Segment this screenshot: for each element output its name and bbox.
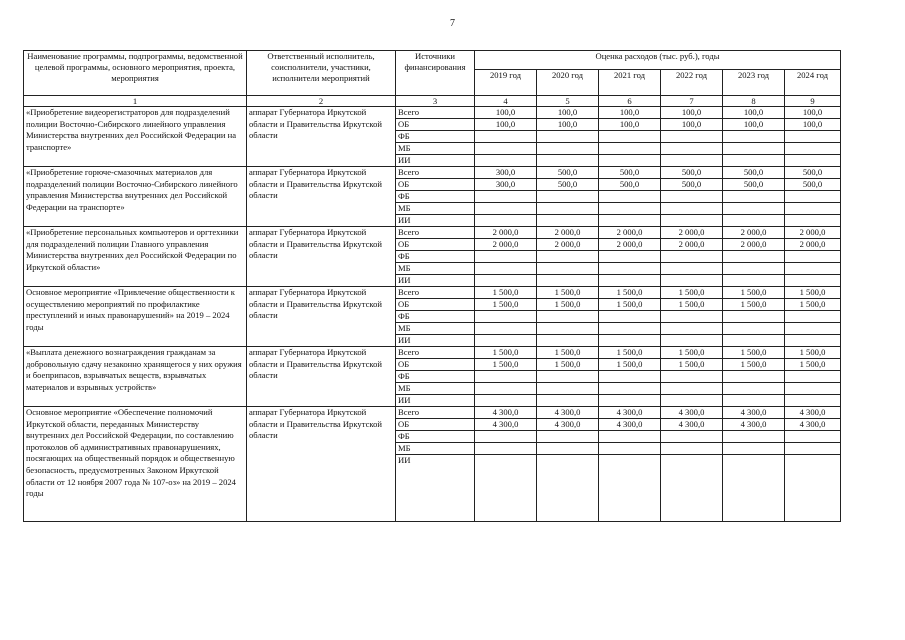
expense-value: 500,0 (599, 179, 661, 191)
expense-value (599, 275, 661, 287)
expense-value (785, 455, 841, 522)
expense-value (475, 335, 537, 347)
expense-value (599, 131, 661, 143)
header-expenses-column: Оценка расходов (тыс. руб.), годы (475, 51, 841, 70)
expense-value (723, 155, 785, 167)
header-year: 2022 год (661, 70, 723, 96)
expense-value (723, 311, 785, 323)
responsible-executor: аппарат Губернатора Иркутской области и Правительства Иркутской области (247, 167, 396, 227)
expense-value: 500,0 (537, 179, 599, 191)
expense-value (661, 455, 723, 522)
expense-value (475, 131, 537, 143)
column-number: 2 (247, 96, 396, 107)
expense-value: 100,0 (599, 107, 661, 119)
expense-value (661, 395, 723, 407)
expense-value (723, 371, 785, 383)
expense-value (661, 131, 723, 143)
header-executor-column: Ответственный исполнитель, соисполнители, участники, исполнители мероприятий (247, 51, 396, 96)
expense-value (599, 155, 661, 167)
expense-value (599, 443, 661, 455)
expense-value: 1 500,0 (537, 299, 599, 311)
expense-value (785, 431, 841, 443)
expense-value (537, 143, 599, 155)
expense-value: 1 500,0 (785, 359, 841, 371)
expense-value (537, 275, 599, 287)
expense-value (599, 263, 661, 275)
funding-source: ФБ (396, 131, 475, 143)
funding-source: ОБ (396, 299, 475, 311)
funding-source: ИИ (396, 455, 475, 522)
funding-source: ФБ (396, 311, 475, 323)
expense-value (661, 275, 723, 287)
funding-source: Всего (396, 167, 475, 179)
expense-value: 4 300,0 (785, 407, 841, 419)
header-year: 2019 год (475, 70, 537, 96)
expense-value (599, 215, 661, 227)
measure-name: Основное мероприятие «Обеспечение полномочий Иркутской области, переданных Министерству внутренних дел Российской Федерации, по составлению протоколов об административных правонарушениях, посягающих на общественный порядок и общественную безопасность, предусмотренных Законом Иркутской области от 12 ноября 2007 года № 107-оз» на 2019 – 2024 годы (24, 407, 247, 522)
expense-value: 4 300,0 (785, 419, 841, 431)
expense-value: 100,0 (785, 107, 841, 119)
header-sources-column: Источники финансирования (396, 51, 475, 96)
expense-value: 1 500,0 (723, 359, 785, 371)
expense-value: 1 500,0 (475, 299, 537, 311)
funding-source: МБ (396, 443, 475, 455)
expense-value: 2 000,0 (599, 239, 661, 251)
expense-value: 100,0 (475, 119, 537, 131)
expense-value (723, 203, 785, 215)
page-number: 7 (450, 18, 455, 29)
expense-value: 4 300,0 (599, 407, 661, 419)
expense-value: 1 500,0 (723, 347, 785, 359)
expense-value (785, 443, 841, 455)
expense-value (599, 431, 661, 443)
expense-value (661, 323, 723, 335)
column-number: 7 (661, 96, 723, 107)
expense-value (661, 383, 723, 395)
expense-value (599, 143, 661, 155)
expense-value (785, 215, 841, 227)
expense-value: 1 500,0 (537, 359, 599, 371)
expense-value (661, 251, 723, 263)
expense-value (723, 251, 785, 263)
funding-source: Всего (396, 347, 475, 359)
header-year: 2024 год (785, 70, 841, 96)
expense-value (785, 371, 841, 383)
expense-value (661, 155, 723, 167)
expense-value (537, 215, 599, 227)
responsible-executor: аппарат Губернатора Иркутской области и Правительства Иркутской области (247, 287, 396, 347)
funding-source: ФБ (396, 371, 475, 383)
table-row (24, 227, 841, 239)
expense-value (537, 131, 599, 143)
responsible-executor: аппарат Губернатора Иркутской области и Правительства Иркутской области (247, 347, 396, 407)
expense-value (723, 443, 785, 455)
budget-table (23, 50, 841, 522)
expense-value: 500,0 (785, 167, 841, 179)
funding-source: МБ (396, 383, 475, 395)
funding-source: ОБ (396, 359, 475, 371)
table-row (24, 347, 841, 359)
expense-value: 500,0 (599, 167, 661, 179)
expense-value (537, 263, 599, 275)
expense-value: 1 500,0 (537, 347, 599, 359)
expense-value (475, 431, 537, 443)
funding-source: ФБ (396, 191, 475, 203)
expense-value: 2 000,0 (661, 239, 723, 251)
expense-value: 100,0 (723, 107, 785, 119)
expense-value: 2 000,0 (537, 227, 599, 239)
expense-value: 500,0 (661, 179, 723, 191)
expense-value: 100,0 (537, 119, 599, 131)
expense-value: 1 500,0 (599, 359, 661, 371)
expense-value (723, 335, 785, 347)
expense-value: 500,0 (785, 179, 841, 191)
funding-source: ОБ (396, 179, 475, 191)
expense-value: 1 500,0 (475, 287, 537, 299)
responsible-executor: аппарат Губернатора Иркутской области и Правительства Иркутской области (247, 407, 396, 522)
table-row (24, 107, 841, 119)
expense-value: 100,0 (723, 119, 785, 131)
header-row-top (24, 51, 841, 70)
expense-value: 1 500,0 (475, 359, 537, 371)
expense-value (475, 143, 537, 155)
expense-value: 100,0 (599, 119, 661, 131)
header-year: 2023 год (723, 70, 785, 96)
expense-value (785, 275, 841, 287)
expense-value (785, 263, 841, 275)
expense-value: 100,0 (785, 119, 841, 131)
expense-value: 500,0 (723, 167, 785, 179)
expense-value (537, 395, 599, 407)
expense-value: 1 500,0 (661, 359, 723, 371)
expense-value: 500,0 (723, 179, 785, 191)
expense-value (475, 155, 537, 167)
column-number: 9 (785, 96, 841, 107)
expense-value: 500,0 (537, 167, 599, 179)
expense-value (785, 335, 841, 347)
expense-value: 4 300,0 (661, 419, 723, 431)
expense-value (599, 383, 661, 395)
expense-value (537, 311, 599, 323)
expense-value (599, 455, 661, 522)
responsible-executor: аппарат Губернатора Иркутской области и Правительства Иркутской области (247, 107, 396, 167)
expense-value: 2 000,0 (537, 239, 599, 251)
expense-value: 4 300,0 (537, 419, 599, 431)
expense-value (537, 323, 599, 335)
funding-source: ОБ (396, 239, 475, 251)
expense-value (475, 395, 537, 407)
expense-value: 4 300,0 (723, 407, 785, 419)
expense-value: 300,0 (475, 167, 537, 179)
expense-value (723, 395, 785, 407)
expense-value (475, 383, 537, 395)
expense-value: 1 500,0 (785, 299, 841, 311)
expense-value (661, 311, 723, 323)
expense-value (785, 155, 841, 167)
header-row-numbers (24, 96, 841, 107)
header-year: 2021 год (599, 70, 661, 96)
expense-value (475, 311, 537, 323)
expense-value (661, 215, 723, 227)
expense-value (785, 323, 841, 335)
expense-value (723, 215, 785, 227)
measure-name: «Приобретение персональных компьютеров и оргтехники для подразделений полиции Главного управления Министерства внутренних дел Российской Федерации по Иркутской области» (24, 227, 247, 287)
expense-value (475, 275, 537, 287)
expense-value (661, 191, 723, 203)
funding-source: ИИ (396, 155, 475, 167)
expense-value (723, 383, 785, 395)
expense-value (537, 443, 599, 455)
expense-value (537, 335, 599, 347)
expense-value: 4 300,0 (723, 419, 785, 431)
expense-value (661, 143, 723, 155)
expense-value (475, 215, 537, 227)
expense-value (785, 395, 841, 407)
expense-value: 1 500,0 (599, 287, 661, 299)
header-name-column: Наименование программы, подпрограммы, ведомственной целевой программы, основного мероприятия, проекта, мероприятия (24, 51, 247, 96)
expense-value (661, 431, 723, 443)
expense-value: 2 000,0 (661, 227, 723, 239)
expense-value: 100,0 (661, 107, 723, 119)
funding-source: Всего (396, 287, 475, 299)
funding-source: Всего (396, 407, 475, 419)
expense-value (537, 203, 599, 215)
expense-value: 500,0 (661, 167, 723, 179)
expense-value (785, 131, 841, 143)
table-row (24, 167, 841, 179)
expense-value (785, 251, 841, 263)
header-year: 2020 год (537, 70, 599, 96)
expense-value: 2 000,0 (785, 239, 841, 251)
expense-value (785, 311, 841, 323)
expense-value (537, 251, 599, 263)
column-number: 4 (475, 96, 537, 107)
expense-value: 100,0 (661, 119, 723, 131)
expense-value (723, 263, 785, 275)
expense-value: 100,0 (475, 107, 537, 119)
expense-value (599, 371, 661, 383)
expense-value: 4 300,0 (661, 407, 723, 419)
expense-value (661, 203, 723, 215)
expense-value (475, 203, 537, 215)
expense-value (537, 371, 599, 383)
expense-value: 1 500,0 (723, 287, 785, 299)
expense-value (785, 191, 841, 203)
table-body (24, 107, 841, 522)
expense-value: 1 500,0 (785, 347, 841, 359)
expense-value (723, 143, 785, 155)
expense-value (661, 335, 723, 347)
expense-value (537, 431, 599, 443)
expense-value (475, 371, 537, 383)
column-number: 1 (24, 96, 247, 107)
funding-source: МБ (396, 323, 475, 335)
funding-source: МБ (396, 203, 475, 215)
funding-source: МБ (396, 143, 475, 155)
expense-value: 1 500,0 (661, 299, 723, 311)
funding-source: Всего (396, 227, 475, 239)
expense-value: 4 300,0 (537, 407, 599, 419)
expense-value (785, 383, 841, 395)
expense-value (723, 455, 785, 522)
expense-value: 2 000,0 (723, 239, 785, 251)
expense-value: 4 300,0 (475, 407, 537, 419)
expense-value: 100,0 (537, 107, 599, 119)
expense-value: 1 500,0 (785, 287, 841, 299)
expense-value (723, 275, 785, 287)
funding-source: ФБ (396, 251, 475, 263)
table-row (24, 287, 841, 299)
expense-value (537, 155, 599, 167)
expense-value (475, 251, 537, 263)
expense-value: 1 500,0 (661, 287, 723, 299)
expense-value (723, 431, 785, 443)
expense-value: 1 500,0 (599, 299, 661, 311)
expense-value: 4 300,0 (599, 419, 661, 431)
expense-value (785, 143, 841, 155)
expense-value (537, 383, 599, 395)
measure-name: Основное мероприятие «Привлечение общественности к осуществлению мероприятий по профилактике преступлений и иных правонарушений» на 2019 – 2024 годы (24, 287, 247, 347)
expense-value (475, 323, 537, 335)
column-number: 6 (599, 96, 661, 107)
expense-value: 1 500,0 (661, 347, 723, 359)
expense-value (723, 323, 785, 335)
expense-value: 1 500,0 (723, 299, 785, 311)
expense-value (599, 251, 661, 263)
expense-value: 2 000,0 (599, 227, 661, 239)
expense-value (537, 455, 599, 522)
funding-source: ИИ (396, 335, 475, 347)
expense-value: 1 500,0 (475, 347, 537, 359)
funding-source: ИИ (396, 275, 475, 287)
funding-source: ОБ (396, 419, 475, 431)
funding-source: ИИ (396, 215, 475, 227)
expense-value (661, 443, 723, 455)
column-number: 3 (396, 96, 475, 107)
expense-value: 2 000,0 (723, 227, 785, 239)
expense-value (785, 203, 841, 215)
measure-name: «Выплата денежного вознаграждения гражданам за добровольную сдачу незаконно хранящегося у них оружия и боеприпасов, взрывчатых веществ, взрывчатых материалов и взрывных устройств» (24, 347, 247, 407)
funding-source: ФБ (396, 431, 475, 443)
funding-source: Всего (396, 107, 475, 119)
funding-source: ИИ (396, 395, 475, 407)
responsible-executor: аппарат Губернатора Иркутской области и Правительства Иркутской области (247, 227, 396, 287)
expense-value: 4 300,0 (475, 419, 537, 431)
expense-value: 1 500,0 (537, 287, 599, 299)
expense-value (723, 131, 785, 143)
table-row (24, 407, 841, 419)
funding-source: ОБ (396, 119, 475, 131)
expense-value (661, 263, 723, 275)
column-number: 8 (723, 96, 785, 107)
expense-value (537, 191, 599, 203)
expense-value (475, 455, 537, 522)
expense-value: 300,0 (475, 179, 537, 191)
expense-value: 2 000,0 (785, 227, 841, 239)
expense-value (475, 443, 537, 455)
expense-value (475, 191, 537, 203)
expense-value (599, 323, 661, 335)
expense-value: 2 000,0 (475, 239, 537, 251)
expense-value (599, 203, 661, 215)
expense-value (723, 191, 785, 203)
expense-value (599, 191, 661, 203)
measure-name: «Приобретение видеорегистраторов для подразделений полиции Восточно-Сибирского линейного управления Министерства внутренних дел Российской Федерации на транспорте» (24, 107, 247, 167)
expense-value (661, 371, 723, 383)
expense-value (599, 395, 661, 407)
measure-name: «Приобретение горюче-смазочных материалов для подразделений полиции Восточно-Сибирского линейного управления Министерства внутренних дел Российской Федерации на транспорте» (24, 167, 247, 227)
expense-value (475, 263, 537, 275)
expense-value: 2 000,0 (475, 227, 537, 239)
expense-value (599, 335, 661, 347)
expense-value: 1 500,0 (599, 347, 661, 359)
column-number: 5 (537, 96, 599, 107)
funding-source: МБ (396, 263, 475, 275)
expense-value (599, 311, 661, 323)
